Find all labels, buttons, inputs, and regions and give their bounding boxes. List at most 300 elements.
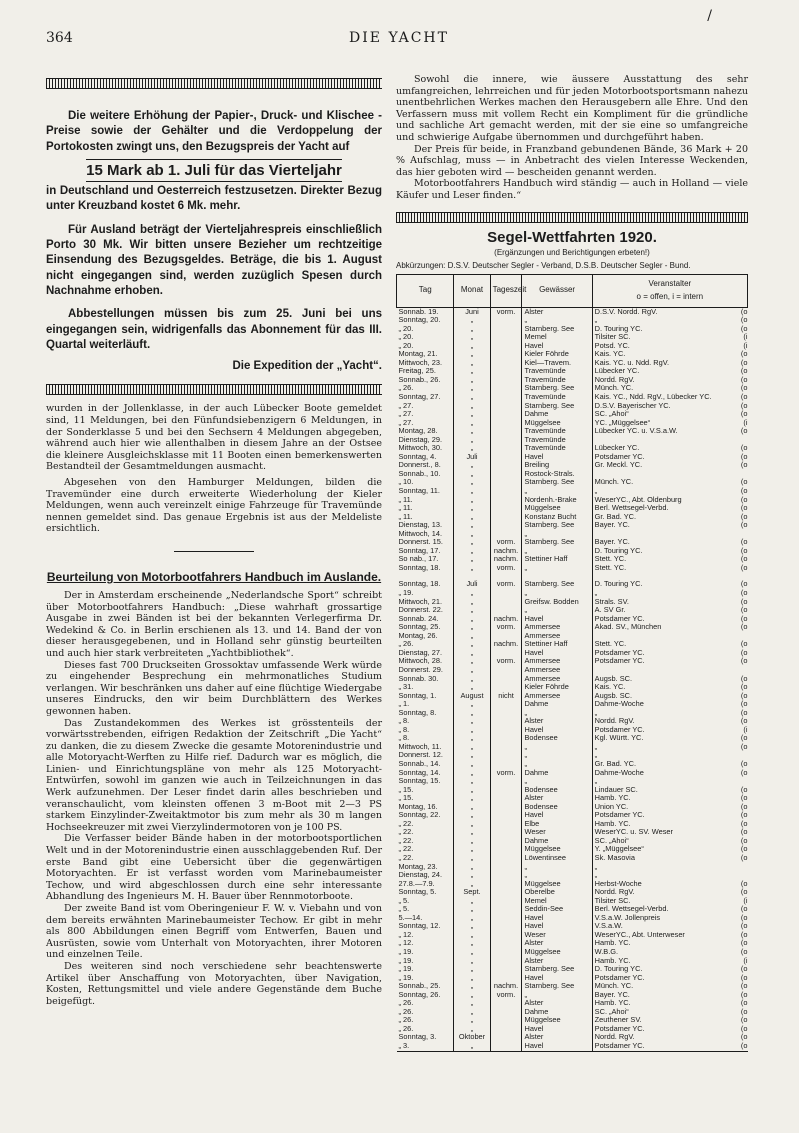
cell-organizer <box>592 880 747 889</box>
table-row <box>397 897 748 906</box>
cell-time <box>490 811 522 820</box>
cell-time <box>490 854 522 863</box>
cell-time <box>490 521 522 530</box>
cell-water: Dahme <box>522 410 592 419</box>
cell-time <box>490 410 522 419</box>
cell-organizer <box>592 513 747 522</box>
cell-date: Sonntag, 27. <box>398 393 441 401</box>
article-continuation <box>396 74 748 202</box>
article-paragraph-1: Der in Amsterdam erscheinende „Nederlandsche Sport“ schreibt über Motorbootfahrers Handbuch: „Diese wahrhaft grossartige Ausgabe in zwei Bänden ist bei der bekannten Verlegerfirma Dr. Wedekind & Co. in Berlin erschienen als 13. und 14. Band der von dieser herausgegebenen, und in Holland sehr günstig beurteilten und auch hier stark verbreiteten „Yachtbibliothek“. <box>46 589 382 659</box>
cell-month: „ <box>454 922 490 931</box>
column-header-gewaesser: Gewässer <box>522 274 592 307</box>
cell-date: Sonntag, 18. <box>398 580 441 589</box>
organizer-name: Kais. YC., Ndd. RgV., Lübecker YC. <box>594 393 712 401</box>
cell-organizer <box>592 615 747 624</box>
cell-date: Mittwoch, 28. <box>398 657 443 666</box>
table-row <box>397 1033 748 1042</box>
cell-water: Weser <box>522 828 592 837</box>
cell-organizer <box>592 743 747 752</box>
table-row <box>397 675 748 684</box>
cell-date: Donnerst. 22. <box>398 606 443 615</box>
open-intern-flag: (o <box>740 384 748 393</box>
open-intern-flag: (o <box>740 785 748 794</box>
cell-time: vorm. <box>490 991 522 1000</box>
open-intern-flag: (o <box>740 700 748 709</box>
cell-organizer <box>592 478 747 487</box>
open-intern-flag: (o <box>740 427 748 436</box>
table-row <box>397 957 748 966</box>
cell-date: Sonntag, 15. <box>398 777 441 786</box>
cell-organizer <box>592 649 747 658</box>
cell-organizer <box>592 769 747 778</box>
open-intern-flag: (o <box>740 589 748 598</box>
cell-month: „ <box>454 1008 490 1017</box>
open-intern-flag: (i <box>743 725 748 734</box>
cell-water: Alster <box>522 794 592 803</box>
table-row <box>397 402 748 411</box>
cell-month: „ <box>454 538 490 547</box>
cell-time <box>490 675 522 684</box>
cell-time <box>490 666 522 675</box>
cell-time <box>490 863 522 872</box>
organizer-name: W.B.G. <box>594 948 619 956</box>
cell-date: Mittwoch, 30. <box>398 444 443 453</box>
cell-water: Starnberg. See <box>522 325 592 334</box>
organizer-name: Kgl. Württ. YC. <box>594 734 644 743</box>
left-column <box>46 78 382 1007</box>
cell-organizer <box>592 393 747 402</box>
cell-organizer <box>592 376 747 385</box>
cell-date: Sonnab., 10. <box>398 469 441 478</box>
table-row <box>397 606 748 615</box>
cell-month: „ <box>454 760 490 769</box>
cell-organizer <box>592 734 747 743</box>
cell-water: Alster <box>522 717 592 726</box>
cell-month: „ <box>454 914 490 923</box>
cell-water: Löwentinsee <box>522 854 592 863</box>
cell-organizer <box>592 453 747 462</box>
table-row <box>397 743 748 752</box>
open-intern-flag: (o <box>740 648 748 657</box>
article-paragraph-2: Dieses fast 700 Druckseiten Grossoktav umfassende Werk würde zu eingehender Besprechung ein mehrmonatliches Studium verlangen. Wir beschränken uns daher auf eine flüchtige Wiedergabe unseres Eindrucks, den wir beim Durchblättern des Werkes gewonnen haben. <box>46 659 382 717</box>
cell-month: „ <box>454 470 490 479</box>
table-row <box>397 726 748 735</box>
organizer-name: „ <box>594 777 598 786</box>
cell-water: Dahme <box>522 769 592 778</box>
cell-month: „ <box>454 863 490 872</box>
open-intern-flag: (o <box>740 794 748 803</box>
cell-time: vorm. <box>490 769 522 778</box>
cell-month: „ <box>454 589 490 598</box>
cell-month: „ <box>454 632 490 641</box>
cell-water: „ <box>522 606 592 615</box>
table-row <box>397 359 748 368</box>
organizer-name: „ <box>594 862 598 871</box>
table-row <box>397 376 748 385</box>
cell-time <box>490 530 522 539</box>
hatched-rule-bottom <box>46 384 382 395</box>
organizer-name: Potsdamer YC. <box>594 973 645 982</box>
cell-time <box>490 709 522 718</box>
organizer-name: V.S.a.W. Jollenpreis <box>594 913 661 922</box>
article-body <box>46 590 382 1007</box>
cell-time: nicht <box>490 692 522 701</box>
cell-date: Sonntag, 1. <box>398 691 437 700</box>
cell-water: Havel <box>522 811 592 820</box>
table-row <box>397 487 748 496</box>
table-row <box>397 547 748 556</box>
organizer-name: Potsdamer YC. <box>594 811 645 820</box>
open-intern-flag: (i <box>743 341 748 350</box>
organizer-name: Tilsiter SC. <box>594 333 631 342</box>
organizer-name: Nordd. RgV. <box>594 717 635 726</box>
cell-time <box>490 965 522 974</box>
open-intern-flag: (o <box>740 521 748 530</box>
open-intern-flag: (o <box>740 1033 748 1042</box>
cell-water: „ <box>522 760 592 769</box>
cell-month: „ <box>454 957 490 966</box>
cell-water: Havel <box>522 649 592 658</box>
open-intern-flag: (o <box>740 606 748 615</box>
open-intern-flag: (o <box>740 930 748 939</box>
cell-organizer <box>592 1008 747 1017</box>
cell-month: „ <box>454 811 490 820</box>
open-intern-flag: (o <box>740 734 748 743</box>
cell-date: Dienstag, 27. <box>398 648 443 657</box>
cell-date: Sonntag, 8. <box>398 708 437 717</box>
cell-date: „ 26. <box>398 384 414 393</box>
table-row <box>397 615 748 624</box>
organizer-name: Potsdamer YC. <box>594 1024 645 1033</box>
cell-date: „ 15. <box>398 785 414 794</box>
cell-water: Bodensee <box>522 803 592 812</box>
table-row <box>397 948 748 957</box>
cell-water: Travemünde <box>522 393 592 402</box>
cell-time <box>490 914 522 923</box>
open-intern-flag: (i <box>743 418 748 427</box>
table-row <box>397 811 748 820</box>
cell-date: „ 11. <box>398 495 413 504</box>
open-intern-flag: (o <box>740 580 748 589</box>
cell-time <box>490 905 522 914</box>
cell-time <box>490 828 522 837</box>
cell-time <box>490 794 522 803</box>
cell-time: nachm. <box>490 982 522 991</box>
cell-time <box>490 726 522 735</box>
cell-date: „ 19. <box>398 948 414 956</box>
column-header-tageszeit: Tageszeit <box>490 274 522 307</box>
open-intern-flag: (o <box>740 358 748 367</box>
organizer-name: Stett. YC. <box>594 555 627 564</box>
organizer-name: D. Touring YC. <box>594 324 643 333</box>
cell-date: „ 19. <box>398 589 414 598</box>
cell-month: „ <box>454 427 490 436</box>
report-paragraph-1: wurden in der Jollenklasse, in der auch Lübecker Boote gemeldet sind, 11 Meldungen, bei den Fünfundsiebenzigern 6 Meldungen, in der Sonderklasse 5 und bei den Sechsern 4 Meldungen abgegeben, während auch hier wie allenthalben in diesem Jahre an der Ostsee die kleinere Ausgleichsklasse mit 11 Booten einen bemerkenswerten Bestandteil der Gesamtmeldungen ausmacht. <box>46 403 382 473</box>
cell-month: „ <box>454 905 490 914</box>
organizer-name: Stett. YC. <box>594 640 627 649</box>
cell-time <box>490 845 522 854</box>
cell-organizer <box>592 777 747 786</box>
cell-date: „ 12. <box>398 930 414 939</box>
table-row <box>397 598 748 607</box>
cell-time <box>490 504 522 513</box>
cell-month: „ <box>454 564 490 573</box>
open-intern-flag: (o <box>740 597 748 606</box>
cell-date: „ 5. <box>398 905 410 914</box>
cell-month: „ <box>454 640 490 649</box>
organizer-name: „ <box>594 751 598 760</box>
table-row <box>397 589 748 598</box>
cell-water: Starnberg. See <box>522 521 592 530</box>
table-row <box>397 760 748 769</box>
organizer-name: Dahme-Woche <box>594 700 644 709</box>
notice-price <box>46 155 382 184</box>
cell-water: Starnberg. See <box>522 538 592 547</box>
cell-time: nachm. <box>490 547 522 556</box>
open-intern-flag: (o <box>740 324 748 333</box>
table-row <box>397 538 748 547</box>
table-row <box>397 845 748 854</box>
cell-month: „ <box>454 965 490 974</box>
organizer-name: Potsdamer YC. <box>594 657 645 666</box>
table-row <box>397 769 748 778</box>
cell-month: „ <box>454 547 490 556</box>
cell-water: „ <box>522 547 592 556</box>
cell-organizer <box>592 419 747 428</box>
cell-water: Havel <box>522 1025 592 1034</box>
table-row <box>397 367 748 376</box>
report-paragraph-2: Abgesehen von den Hamburger Meldungen, bilden die Travemünder eine durch erweiterte Wiederholung der Kieler Meldungen, wenn auch vereinzelt einige Fahrzeuge für Travemünde nennen gemeldet sind. Das genaue Ergebnis ist aus der Meldeliste ersichtlich. <box>46 477 382 535</box>
cell-month: Sept. <box>454 888 490 897</box>
table-row <box>397 828 748 837</box>
cell-date: Mittwoch, 14. <box>398 529 443 538</box>
cell-organizer <box>592 786 747 795</box>
cell-water: Havel <box>522 726 592 735</box>
cell-month: „ <box>454 675 490 684</box>
organizer-name: Nordd. RgV. <box>594 888 635 897</box>
cell-date: Sonntag, 11. <box>398 487 440 496</box>
organizer-name: Gr. Meckl. YC. <box>594 461 643 470</box>
cell-water: Havel <box>522 974 592 983</box>
cell-organizer <box>592 504 747 513</box>
cell-month: „ <box>454 803 490 812</box>
table-row <box>397 649 748 658</box>
cell-organizer <box>592 965 747 974</box>
cell-date: Montag, 23. <box>398 862 438 871</box>
cell-date: Sonnab., 25. <box>398 982 441 991</box>
cell-water: Ammersee <box>522 657 592 666</box>
cell-date: „ 12. <box>398 939 414 948</box>
cell-organizer <box>592 436 747 445</box>
cell-water: Havel <box>522 453 592 462</box>
cell-organizer <box>592 632 747 641</box>
cell-date: Sonntag, 26. <box>398 990 441 999</box>
cell-month: „ <box>454 709 490 718</box>
organizer-name: Dahme-Woche <box>594 768 644 777</box>
cell-organizer <box>592 538 747 547</box>
open-intern-flag: (o <box>740 683 748 692</box>
cell-time <box>490 350 522 359</box>
cell-organizer <box>592 1016 747 1025</box>
cell-time <box>490 931 522 940</box>
open-intern-flag: (o <box>740 1042 748 1051</box>
cell-organizer <box>592 700 747 709</box>
cell-water: Müggelsee <box>522 504 592 513</box>
cell-month: „ <box>454 657 490 666</box>
cell-organizer <box>592 931 747 940</box>
open-intern-flag: (o <box>740 717 748 726</box>
cell-month: Juli <box>454 453 490 462</box>
table-abbreviations: Abkürzungen: D.S.V. Deutscher Segler - Verband, D.S.B. Deutscher Segler - Bund. <box>396 260 691 270</box>
cell-time <box>490 444 522 453</box>
cell-time <box>490 957 522 966</box>
table-group-gap <box>397 572 748 580</box>
cell-month: „ <box>454 598 490 607</box>
cell-water: Ammersee <box>522 623 592 632</box>
cell-date: So nab., 17. <box>398 555 439 564</box>
table-row <box>397 717 748 726</box>
table-row <box>397 786 748 795</box>
cell-date: Donnerst. 29. <box>398 665 443 674</box>
cell-date: „ 15. <box>398 794 414 803</box>
table-row <box>397 580 748 589</box>
cell-water: „ <box>522 863 592 872</box>
cell-time <box>490 427 522 436</box>
cell-organizer <box>592 692 747 701</box>
cell-month: „ <box>454 316 490 325</box>
cell-time: vorm. <box>490 307 522 316</box>
cell-date: „ 19. <box>398 973 414 982</box>
cell-water: Dahme <box>522 1008 592 1017</box>
cell-organizer <box>592 726 747 735</box>
open-intern-flag: (i <box>743 896 748 905</box>
column-header-veranstalter <box>592 274 747 307</box>
table-row <box>397 931 748 940</box>
open-intern-flag: (o <box>740 802 748 811</box>
cell-water: Weser <box>522 931 592 940</box>
open-intern-flag: (o <box>740 444 748 453</box>
cell-month: „ <box>454 769 490 778</box>
cell-date: Mittwoch, 11. <box>398 742 442 751</box>
organizer-name: Potsdamer YC. <box>594 452 645 461</box>
organizer-name: Münch. YC. <box>594 982 634 991</box>
table-row <box>397 999 748 1008</box>
cell-date: „ 20. <box>398 341 414 350</box>
cell-date: „ 20. <box>398 333 414 342</box>
cell-organizer <box>592 547 747 556</box>
organizer-name: „ <box>594 708 598 717</box>
open-intern-flag: (o <box>740 853 748 862</box>
regatta-table <box>396 274 748 1052</box>
cell-organizer <box>592 487 747 496</box>
cell-organizer <box>592 496 747 505</box>
organizer-name: Kais. YC. <box>594 683 626 692</box>
cell-water: Travemünde <box>522 376 592 385</box>
organizer-name: D. Touring YC. <box>594 580 643 589</box>
cell-water: Alster <box>522 957 592 966</box>
cell-organizer <box>592 666 747 675</box>
table-row <box>397 803 748 812</box>
open-intern-flag: (o <box>740 922 748 931</box>
cell-water: Konstanz Bucht <box>522 513 592 522</box>
cell-month: „ <box>454 606 490 615</box>
organizer-name: WeserYC. u. SV. Weser <box>594 828 673 837</box>
cell-month: „ <box>454 419 490 428</box>
regatta-table-body <box>397 307 748 1051</box>
cell-organizer <box>592 974 747 983</box>
cell-time <box>490 683 522 692</box>
cell-month: „ <box>454 1025 490 1034</box>
cell-time <box>490 589 522 598</box>
cell-organizer <box>592 803 747 812</box>
cell-month: Juli <box>454 580 490 589</box>
cell-date: „ 10. <box>398 478 414 487</box>
cell-organizer <box>592 580 747 589</box>
cell-month: „ <box>454 931 490 940</box>
cell-date: Dienstag, 29. <box>398 435 443 444</box>
page-header <box>46 8 752 50</box>
cell-water: Starnberg. See <box>522 402 592 411</box>
cell-date: Sonntag, 5. <box>398 888 437 897</box>
organizer-name: Potsdamer YC. <box>594 648 645 657</box>
organizer-name: Hamb. YC. <box>594 819 631 828</box>
column-header-tag: Tag <box>397 274 454 307</box>
cell-organizer <box>592 384 747 393</box>
cell-date: „ 26. <box>398 1024 414 1033</box>
cell-date: „ 1. <box>398 700 410 709</box>
cell-date: „ 26. <box>398 1007 414 1016</box>
cell-month: „ <box>454 948 490 957</box>
cell-time <box>490 837 522 846</box>
open-intern-flag: (o <box>740 487 748 496</box>
cell-date: „ 19. <box>398 965 414 974</box>
organizer-name: Münch. YC. <box>594 478 634 487</box>
cell-time <box>490 316 522 325</box>
table-row <box>397 914 748 923</box>
organizer-name: Münch. YC. <box>594 384 634 393</box>
organizer-name: Bayer. YC. <box>594 990 630 999</box>
table-row <box>397 632 748 641</box>
cell-organizer <box>592 794 747 803</box>
organizer-name: V.S.a.W. <box>594 922 623 931</box>
table-row <box>397 436 748 445</box>
organizer-name: A. SV Gr. <box>594 606 626 615</box>
open-intern-flag: (o <box>740 836 748 845</box>
table-row <box>397 905 748 914</box>
cell-date: Sonntag, 12. <box>398 922 441 931</box>
cell-date: „ 19. <box>398 956 414 965</box>
cell-month: „ <box>454 410 490 419</box>
cell-water: „ <box>522 871 592 880</box>
cell-time <box>490 717 522 726</box>
organizer-name: Potsdamer YC. <box>594 614 645 623</box>
organizer-name: Berl. Wettsegel-Verbd. <box>594 905 669 914</box>
cell-organizer <box>592 307 747 316</box>
cell-month: „ <box>454 333 490 342</box>
open-intern-flag: (o <box>740 828 748 837</box>
organizer-name: Kais. YC. u. Ndd. RgV. <box>594 358 670 367</box>
cell-month: „ <box>454 1042 490 1051</box>
table-row <box>397 564 748 573</box>
cell-date: „ 3. <box>398 1042 410 1051</box>
cell-month: „ <box>454 649 490 658</box>
table-row <box>397 384 748 393</box>
table-row <box>397 496 748 505</box>
cell-month: Juni <box>454 307 490 316</box>
organizer-name: Akad. SV., München <box>594 623 662 632</box>
table-row <box>397 820 748 829</box>
cell-date: Dienstag, 13. <box>398 521 443 530</box>
